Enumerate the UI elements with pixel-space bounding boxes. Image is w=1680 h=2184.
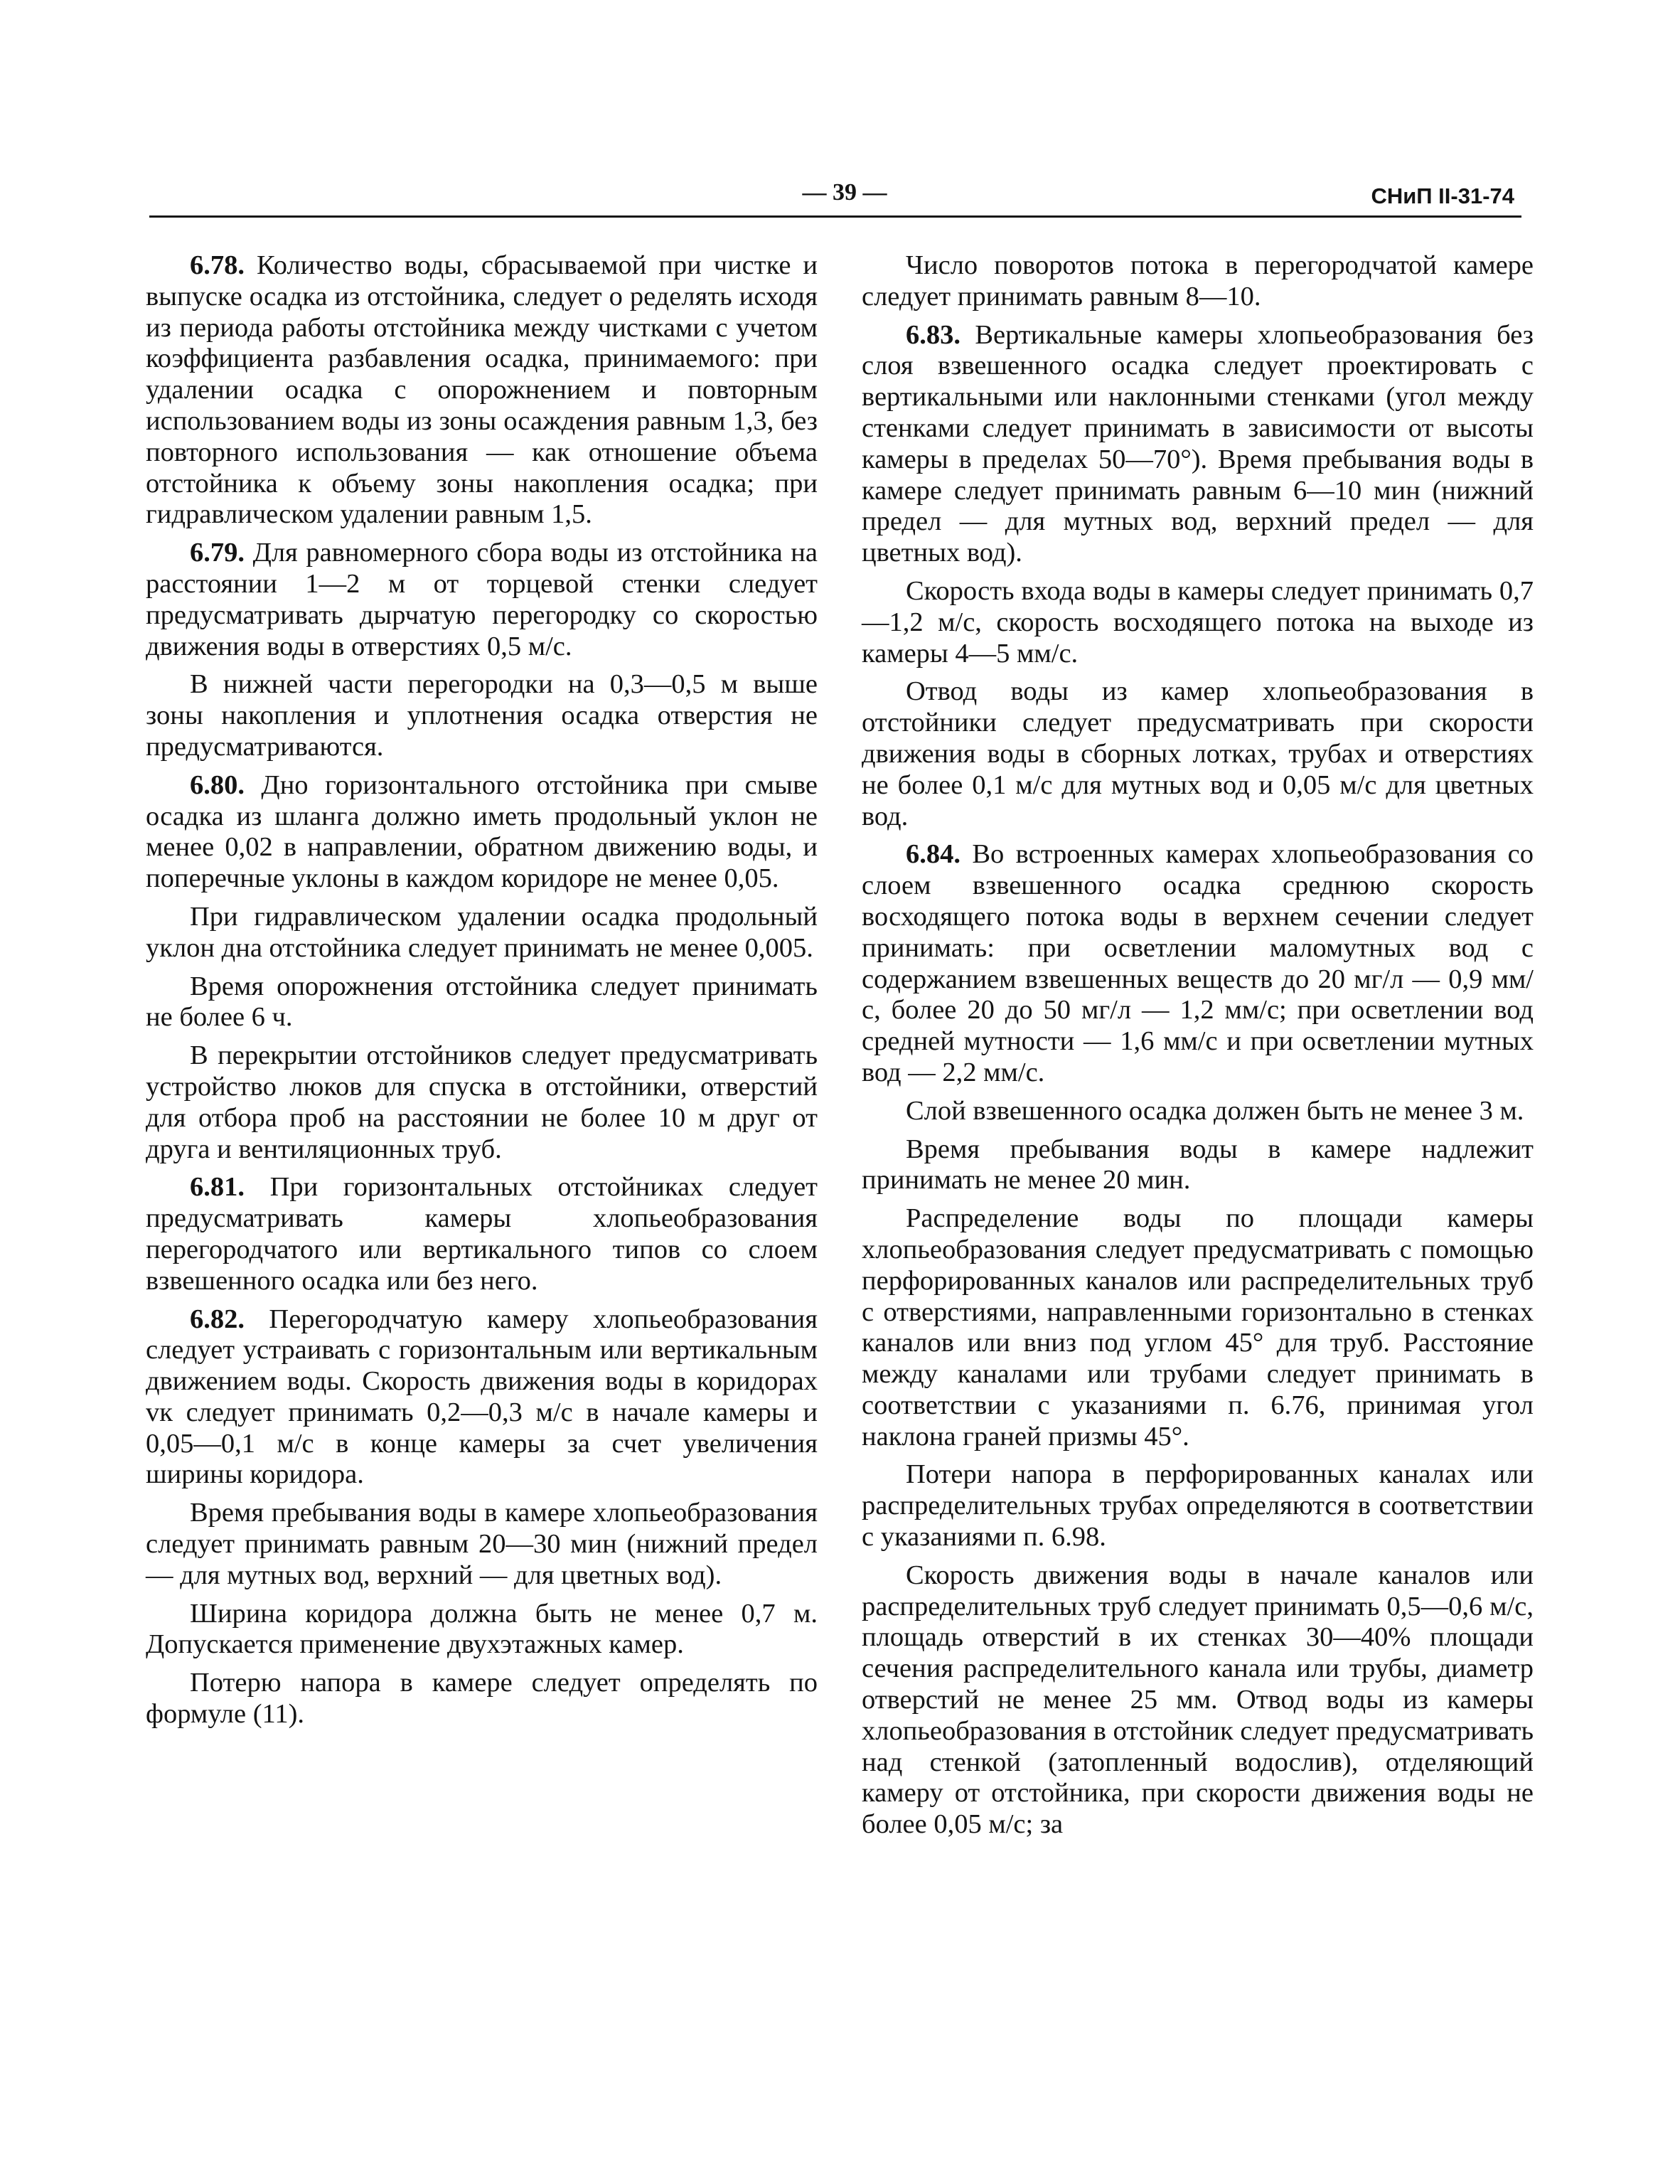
paragraph	[146, 538, 818, 662]
paragraph-text: При гидравлическом удалении осадка продольный уклон дна отстойника следует принимать не менее 0,005.	[146, 901, 818, 963]
paragraph-text: В перекрытии отстойников следует предусматривать устройство люков для спуска в отстойники, отверстий для отбора проб на расстоянии не более 10 м друг от друга и вентиляционных труб.	[146, 1040, 818, 1164]
paragraph-text: Время пребывания воды в камере надлежит принимать не менее 20 мин.	[862, 1134, 1534, 1195]
paragraph-text: Количество воды, сбрасываемой при чистке и выпуске осадка из отстойника, следует о ределять исходя из периода работы отстойника между чистками с учетом коэффициента разбавления осадка, принимаемого: при удалении осадка с опорожнением и повторным использованием воды из зоны осаждения равным 1,3, без повторного использования — как отношение объема отстойника к объему зоны накопления осадка; при гидравлическом удалении равным 1,5.	[146, 250, 818, 530]
paragraph	[146, 1304, 818, 1491]
clause-number: 6.78.	[190, 250, 245, 280]
paragraph	[862, 1096, 1534, 1127]
page-number: — 39 —	[802, 179, 887, 206]
paragraph-text: При горизонтальных отстойниках следует предусматривать камеры хлопьеобразования перегородчатого или вертикального типов со слоем взвешенного осадка или без него.	[146, 1172, 818, 1296]
header-rule	[149, 215, 1521, 218]
paragraph-text: Вертикальные камеры хлопьеобразования без слоя взвешенного осадка следует проектировать с вертикальными или наклонными стенками (угол между стенками следует принимать в зависимости от высоты камеры в пределах 50—70°). Время пребывания воды в камере следует принимать равным 6—10 мин (нижний предел — для мутных вод, верхний предел — для цветных вод).	[862, 319, 1534, 568]
paragraph-text: Дно горизонтального отстойника при смыве осадка из шланга должно иметь продольный уклон не менее 0,02 в направлении, обратном движению воды, и поперечные уклоны в каждом коридоре не менее 0,05.	[146, 769, 818, 894]
paragraph	[862, 576, 1534, 669]
paragraph	[146, 669, 818, 762]
paragraph	[146, 971, 818, 1034]
paragraph	[146, 1668, 818, 1730]
paragraph	[146, 1172, 818, 1296]
clause-number: 6.82.	[190, 1304, 245, 1334]
paragraph	[862, 1134, 1534, 1197]
paragraph	[146, 250, 818, 531]
paragraph	[146, 1498, 818, 1591]
paragraph-text: Ширина коридора должна быть не менее 0,7 м. Допускается применение двухэтажных камер.	[146, 1598, 818, 1660]
paragraph	[862, 1459, 1534, 1552]
paragraph-text: Потерю напора в камере следует определять по формуле (11).	[146, 1668, 818, 1730]
paragraph	[862, 250, 1534, 313]
paragraph-text: Отвод воды из камер хлопьеобразования в отстойники следует предусматривать при скорости движения воды в сборных лотках, трубах и отверстиях не более 0,1 м/с для мутных вод и 0,05 м/с для цветных вод.	[862, 676, 1534, 831]
paragraph	[862, 839, 1534, 1088]
left-column	[146, 250, 818, 1737]
paragraph-text: Во встроенных камерах хлопьеобразования со слоем взвешенного осадка среднюю скорость восходящего потока воды в верхнем сечении следует принимать: при осветлении маломутных вод с содержанием взвешенных веществ до 20 мг/л — 0,9 мм/с, более 20 до 50 мг/л — 1,2 мм/с; при осветлении вод средней мутности — 1,6 мм/с и при осветлении мутных вод — 2,2 мм/с.	[862, 839, 1534, 1087]
paragraph-text: Потери напора в перфорированных каналах или распределительных трубах определяются в соответствии с указаниями п. 6.98.	[862, 1459, 1534, 1552]
right-column	[862, 250, 1534, 1848]
paragraph	[862, 320, 1534, 569]
paragraph-text: Время пребывания воды в камере хлопьеобразования следует принимать равным 20—30 мин (нижний предел — для мутных вод, верхний — для цветных вод).	[146, 1498, 818, 1590]
paragraph-text: В нижней части перегородки на 0,3—0,5 м выше зоны накопления и уплотнения осадка отверстия не предусматриваются.	[146, 669, 818, 762]
paragraph	[146, 770, 818, 895]
paragraph	[862, 1203, 1534, 1452]
document-code: СНиП II-31-74	[1371, 183, 1514, 208]
clause-number: 6.83.	[906, 319, 961, 350]
paragraph-text: Скорость движения воды в начале каналов или распределительных труб следует принимать 0,5—0,6 м/с, площадь отверстий в их стенках 30—40% площади сечения распределительного канала или трубы, диаметр отверстий не менее 25 мм. Отвод воды из камеры хлопьеобразования в отстойник следует предусматривать над стенкой (затопленный водослив), отделяющий камеру от отстойника, при скорости движения воды не более 0,05 м/с; за	[862, 1560, 1534, 1840]
clause-number: 6.80.	[190, 769, 245, 800]
paragraph-text: Скорость входа воды в камеры следует принимать 0,7—1,2 м/с, скорость восходящего потока на выходе из камеры 4—5 мм/с.	[862, 575, 1534, 668]
paragraph	[862, 676, 1534, 832]
paragraph-text: Слой взвешенного осадка должен быть не менее 3 м.	[906, 1095, 1524, 1126]
paragraph-text: Число поворотов потока в перегородчатой камере следует принимать равным 8—10.	[862, 250, 1534, 311]
paragraph-text: Для равномерного сбора воды из отстойника на расстоянии 1—2 м от торцевой стенки следует предусматривать дырчатую перегородку со скоростью движения воды в отверстиях 0,5 м/с.	[146, 538, 818, 661]
paragraph-text: Перегородчатую камеру хлопьеобразования следует устраивать с горизонтальным или вертикальным движением воды. Скорость движения воды в коридорах vк следует принимать 0,2—0,3 м/с в начале камеры и 0,05—0,1 м/с в конце камеры за счет увеличения ширины коридора.	[146, 1304, 818, 1490]
paragraph	[146, 1599, 818, 1661]
paragraph-text: Время опорожнения отстойника следует принимать не более 6 ч.	[146, 971, 818, 1033]
clause-number: 6.81.	[190, 1172, 245, 1203]
clause-number: 6.84.	[906, 839, 961, 870]
paragraph	[862, 1560, 1534, 1841]
paragraph-text: Распределение воды по площади камеры хлопьеобразования следует предусматривать с помощью перфорированных каналов или распределительных труб с отверстиями, направленными горизонтально в стенках каналов или вниз под углом 45° для труб. Расстояние между каналами или трубами следует принимать в соответствии с указаниями п. 6.76, принимая угол наклона граней призмы 45°.	[862, 1203, 1534, 1451]
paragraph	[146, 1040, 818, 1165]
paragraph	[146, 902, 818, 964]
clause-number: 6.79.	[190, 538, 245, 568]
